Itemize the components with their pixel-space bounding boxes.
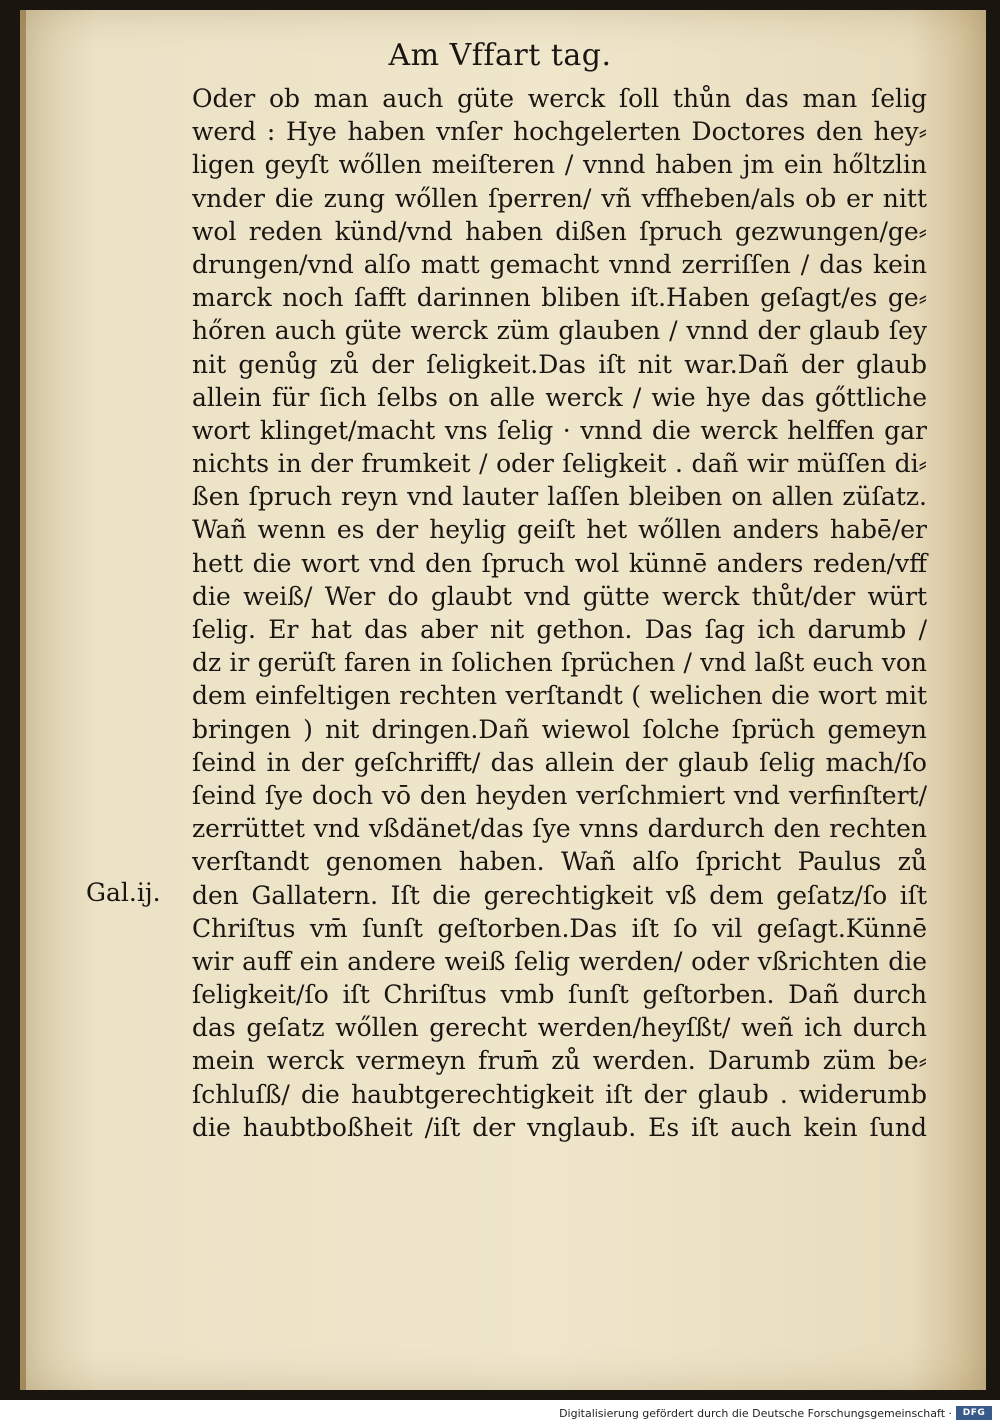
text-line: verſtandt genomen haben. Wañ alſo ſpricht Paulus zů: [192, 847, 927, 877]
text-line: dz ir gerüſt faren in ſolichen ſprüchen / vnd laßt euch von: [192, 648, 927, 678]
page-edge: [20, 10, 26, 1390]
text-line: werd : Hye haben vnſer hochgelerten Doctores den hey⸗: [192, 117, 927, 147]
text-line: Chriſtus vm̄ ſunſt geſtorben.Das iſt ſo vil geſagt.Künnē: [192, 913, 927, 943]
text-line: marck noch ſafft darinnen bliben iſt.Haben geſagt/es ge⸗: [192, 283, 927, 313]
running-header: Am Vffart tag.: [388, 38, 612, 73]
text-line: wol reden künd/vnd haben dißen ſpruch gezwungen/ge⸗: [192, 216, 927, 246]
text-line: bringen ) nit dringen.Dañ wiewol ſolche ſprüch gemeyn: [192, 714, 927, 744]
text-line: ſeligkeit/ſo iſt Chriſtus vmb ſunſt geſtorben. Dañ durch: [192, 980, 927, 1010]
text-line: Wañ wenn es der heylig geiſt het wőllen anders habē/er: [192, 515, 927, 545]
text-line: ligen geyſt wőllen meiſteren / vnnd haben jm ein hőltzlin: [192, 150, 927, 180]
text-line: ſelig. Er hat das aber nit gethon. Das ſag ich darumb /: [192, 615, 927, 644]
text-line: ſeind in der geſchrifft/ das allein der glaub ſelig mach/ſo: [192, 747, 927, 777]
text-line: das geſatz wőllen gerecht werden/heyſßt/ weñ ich durch: [192, 1013, 927, 1043]
margin-note: Gal.ij.: [86, 878, 161, 907]
text-line: hőren auch güte werck züm glauben / vnnd der glaub ſey: [192, 316, 927, 346]
text-line: ſeind ſye doch vō den heyden verſchmiert vnd verfinſtert/: [192, 780, 927, 810]
text-line: mein werck vermeyn frum̄ zů werden. Darumb züm be⸗: [192, 1046, 927, 1076]
text-line: nit genůg zů der ſeligkeit.Das iſt nit war.Dañ der glaub: [192, 349, 927, 379]
text-line: die weiß/ Wer do glaubt vnd gütte werck thůt/der würt: [192, 581, 927, 611]
text-line: die haubtboßheit /iſt der vnglaub. Es iſt auch kein ſund: [192, 1112, 927, 1142]
text-line: wort klinget/macht vns ſelig · vnnd die werck helffen gar: [192, 415, 927, 445]
dfg-logo: DFG: [956, 1406, 992, 1420]
text-line: zerrüttet vnd vßdänet/das ſye vnns dardurch den rechten: [192, 814, 927, 844]
text-line: Oder ob man auch güte werck ſoll thůn das man ſelig: [192, 84, 927, 113]
text-line: vnder die zung wőllen ſperren/ vñ vffheben/als ob er nitt: [192, 183, 927, 213]
text-line: nichts in der frumkeit / oder ſeligkeit . dañ wir müſſen di⸗: [192, 449, 927, 479]
text-line: drungen/vnd alſo matt gemacht vnnd zerriſſen / das kein: [192, 249, 927, 279]
text-line: ſchluſß/ die haubtgerechtigkeit iſt der glaub . widerumb: [192, 1079, 927, 1109]
text-line: dem einfeltigen rechten verſtandt ( welichen die wort mit: [192, 681, 927, 711]
body-text: [192, 82, 927, 1144]
text-line: den Gallatern. Iſt die gerechtigkeit vß dem geſatz/ſo iſt: [192, 880, 927, 910]
text-line: allein für ſich ſelbs on alle werck / wie hye das gőttliche: [192, 382, 927, 412]
text-line: wir auff ein andere weiß ſelig werden/ oder vßrichten die: [192, 946, 927, 976]
text-line: hett die wort vnd den ſpruch wol künnē anders reden/vff: [192, 548, 927, 578]
digitization-credit: Digitalisierung gefördert durch die Deutsche Forschungsgemeinschaft ·: [559, 1407, 952, 1420]
text-line: ßen ſpruch reyn vnd lauter laſſen bleiben on allen züſatz.: [192, 482, 927, 512]
